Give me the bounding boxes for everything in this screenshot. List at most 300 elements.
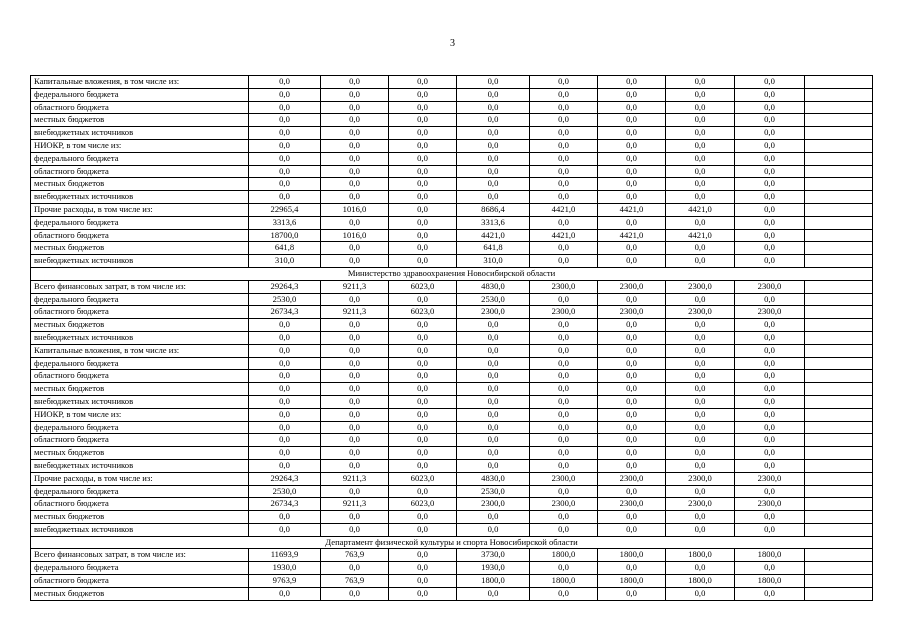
table-row (31, 331, 873, 344)
value-cell: 0,0 (389, 575, 457, 588)
value-cell: 0,0 (530, 331, 598, 344)
value-cell: 0,0 (249, 178, 321, 191)
value-cell: 0,0 (530, 165, 598, 178)
value-cell: 0,0 (389, 203, 457, 216)
value-cell: 0,0 (389, 127, 457, 140)
row-label: федерального бюджета (31, 293, 249, 306)
row-label: федерального бюджета (31, 88, 249, 101)
row-label: областного бюджета (31, 575, 249, 588)
value-cell: 0,0 (735, 255, 805, 268)
row-label: областного бюджета (31, 101, 249, 114)
value-cell: 0,0 (389, 447, 457, 460)
value-cell: 0,0 (530, 216, 598, 229)
value-cell: 0,0 (389, 216, 457, 229)
row-label: федерального бюджета (31, 357, 249, 370)
value-cell: 0,0 (598, 191, 666, 204)
value-cell: 0,0 (530, 152, 598, 165)
row-label: федерального бюджета (31, 421, 249, 434)
section-title: Министерство здравоохранения Новосибирской области (31, 267, 873, 280)
value-cell: 0,0 (457, 101, 530, 114)
empty-cell (805, 511, 873, 524)
row-label: Капитальные вложения, в том числе из: (31, 76, 249, 89)
value-cell: 0,0 (666, 485, 735, 498)
empty-cell (805, 229, 873, 242)
value-cell: 0,0 (321, 152, 389, 165)
row-label: Всего финансовых затрат, в том числе из: (31, 280, 249, 293)
value-cell: 0,0 (389, 101, 457, 114)
value-cell: 0,0 (389, 434, 457, 447)
value-cell: 0,0 (321, 178, 389, 191)
table-row (31, 306, 873, 319)
value-cell: 0,0 (321, 434, 389, 447)
value-cell: 0,0 (530, 191, 598, 204)
value-cell: 0,0 (530, 139, 598, 152)
value-cell: 0,0 (735, 511, 805, 524)
value-cell: 0,0 (735, 434, 805, 447)
value-cell: 0,0 (598, 242, 666, 255)
value-cell: 0,0 (598, 165, 666, 178)
value-cell: 0,0 (530, 395, 598, 408)
value-cell: 0,0 (321, 255, 389, 268)
value-cell: 0,0 (389, 549, 457, 562)
table-row (31, 370, 873, 383)
value-cell: 0,0 (666, 165, 735, 178)
table-row (31, 447, 873, 460)
row-label: областного бюджета (31, 306, 249, 319)
value-cell: 0,0 (530, 523, 598, 536)
value-cell: 2300,0 (666, 306, 735, 319)
table-row (31, 127, 873, 140)
value-cell: 763,9 (321, 549, 389, 562)
value-cell: 0,0 (598, 370, 666, 383)
value-cell: 0,0 (598, 344, 666, 357)
value-cell: 0,0 (666, 587, 735, 600)
value-cell: 0,0 (457, 511, 530, 524)
value-cell: 0,0 (598, 216, 666, 229)
empty-cell (805, 88, 873, 101)
value-cell: 4421,0 (530, 229, 598, 242)
empty-cell (805, 485, 873, 498)
value-cell: 0,0 (457, 152, 530, 165)
value-cell: 0,0 (389, 485, 457, 498)
value-cell: 0,0 (598, 459, 666, 472)
value-cell: 2300,0 (530, 498, 598, 511)
value-cell: 29264,3 (249, 472, 321, 485)
value-cell: 0,0 (666, 76, 735, 89)
value-cell: 0,0 (457, 178, 530, 191)
value-cell: 0,0 (249, 88, 321, 101)
row-label: областного бюджета (31, 229, 249, 242)
value-cell: 0,0 (389, 370, 457, 383)
value-cell: 0,0 (249, 434, 321, 447)
value-cell: 0,0 (666, 319, 735, 332)
value-cell: 0,0 (457, 395, 530, 408)
row-label: НИОКР, в том числе из: (31, 139, 249, 152)
row-label: внебюджетных источников (31, 459, 249, 472)
value-cell: 2300,0 (457, 306, 530, 319)
table-row (31, 434, 873, 447)
value-cell: 2300,0 (735, 498, 805, 511)
value-cell: 6023,0 (389, 472, 457, 485)
value-cell: 0,0 (666, 562, 735, 575)
row-label: внебюджетных источников (31, 255, 249, 268)
value-cell: 0,0 (249, 395, 321, 408)
empty-cell (805, 587, 873, 600)
value-cell: 0,0 (530, 485, 598, 498)
value-cell: 0,0 (530, 447, 598, 460)
row-label: областного бюджета (31, 165, 249, 178)
value-cell: 0,0 (321, 383, 389, 396)
row-label: местных бюджетов (31, 319, 249, 332)
empty-cell (805, 408, 873, 421)
table-row (31, 498, 873, 511)
value-cell: 2300,0 (530, 306, 598, 319)
row-label: местных бюджетов (31, 447, 249, 460)
value-cell: 18700,0 (249, 229, 321, 242)
row-label: НИОКР, в том числе из: (31, 408, 249, 421)
value-cell: 0,0 (249, 370, 321, 383)
value-cell: 0,0 (598, 562, 666, 575)
value-cell: 0,0 (457, 191, 530, 204)
value-cell: 0,0 (389, 242, 457, 255)
value-cell: 0,0 (735, 331, 805, 344)
value-cell: 29264,3 (249, 280, 321, 293)
table-row (31, 152, 873, 165)
value-cell: 0,0 (530, 459, 598, 472)
row-label: федерального бюджета (31, 485, 249, 498)
value-cell: 0,0 (249, 459, 321, 472)
empty-cell (805, 101, 873, 114)
value-cell: 0,0 (666, 357, 735, 370)
value-cell: 2300,0 (598, 306, 666, 319)
table-row (31, 459, 873, 472)
value-cell: 0,0 (598, 76, 666, 89)
value-cell: 0,0 (735, 370, 805, 383)
value-cell: 1800,0 (666, 549, 735, 562)
value-cell: 0,0 (457, 319, 530, 332)
value-cell: 0,0 (457, 165, 530, 178)
value-cell: 0,0 (598, 178, 666, 191)
row-label: Всего финансовых затрат, в том числе из: (31, 549, 249, 562)
value-cell: 0,0 (249, 344, 321, 357)
value-cell: 0,0 (530, 293, 598, 306)
value-cell: 0,0 (530, 76, 598, 89)
value-cell: 763,9 (321, 575, 389, 588)
empty-cell (805, 216, 873, 229)
value-cell: 1930,0 (249, 562, 321, 575)
value-cell: 0,0 (735, 562, 805, 575)
value-cell: 0,0 (735, 76, 805, 89)
row-label: федерального бюджета (31, 152, 249, 165)
empty-cell (805, 203, 873, 216)
table-row (31, 587, 873, 600)
value-cell: 0,0 (666, 408, 735, 421)
table-row (31, 101, 873, 114)
value-cell: 0,0 (666, 255, 735, 268)
value-cell: 0,0 (598, 511, 666, 524)
value-cell: 0,0 (389, 587, 457, 600)
row-label: федерального бюджета (31, 216, 249, 229)
value-cell: 2300,0 (735, 280, 805, 293)
empty-cell (805, 472, 873, 485)
value-cell: 0,0 (666, 152, 735, 165)
value-cell: 0,0 (389, 344, 457, 357)
value-cell: 0,0 (457, 331, 530, 344)
value-cell: 0,0 (598, 331, 666, 344)
value-cell: 0,0 (249, 447, 321, 460)
value-cell: 1800,0 (598, 549, 666, 562)
row-label: областного бюджета (31, 370, 249, 383)
value-cell: 0,0 (598, 523, 666, 536)
value-cell: 0,0 (457, 447, 530, 460)
value-cell: 0,0 (735, 139, 805, 152)
value-cell: 26734,3 (249, 498, 321, 511)
empty-cell (805, 178, 873, 191)
value-cell: 0,0 (666, 139, 735, 152)
empty-cell (805, 255, 873, 268)
value-cell: 0,0 (666, 383, 735, 396)
value-cell: 2300,0 (530, 472, 598, 485)
row-label: местных бюджетов (31, 587, 249, 600)
value-cell: 0,0 (735, 344, 805, 357)
row-label: местных бюджетов (31, 114, 249, 127)
value-cell: 0,0 (735, 383, 805, 396)
row-label: Капитальные вложения, в том числе из: (31, 344, 249, 357)
value-cell: 1800,0 (735, 575, 805, 588)
empty-cell (805, 139, 873, 152)
value-cell: 0,0 (735, 127, 805, 140)
table-row (31, 293, 873, 306)
value-cell: 0,0 (321, 242, 389, 255)
row-label: внебюджетных источников (31, 191, 249, 204)
value-cell: 0,0 (389, 562, 457, 575)
table-row (31, 562, 873, 575)
value-cell: 1016,0 (321, 229, 389, 242)
value-cell: 0,0 (389, 408, 457, 421)
value-cell: 2300,0 (598, 280, 666, 293)
value-cell: 0,0 (666, 293, 735, 306)
table-row (31, 523, 873, 536)
empty-cell (805, 447, 873, 460)
section-row (31, 267, 873, 280)
value-cell: 0,0 (530, 421, 598, 434)
value-cell: 0,0 (666, 191, 735, 204)
value-cell: 3313,6 (457, 216, 530, 229)
table-row (31, 88, 873, 101)
value-cell: 0,0 (457, 383, 530, 396)
value-cell: 0,0 (321, 408, 389, 421)
row-label: местных бюджетов (31, 511, 249, 524)
table-row (31, 344, 873, 357)
empty-cell (805, 242, 873, 255)
value-cell: 0,0 (598, 101, 666, 114)
table-row (31, 511, 873, 524)
value-cell: 0,0 (530, 344, 598, 357)
value-cell: 0,0 (735, 319, 805, 332)
value-cell: 0,0 (457, 587, 530, 600)
value-cell: 0,0 (457, 88, 530, 101)
value-cell: 4830,0 (457, 472, 530, 485)
value-cell: 0,0 (321, 421, 389, 434)
value-cell: 0,0 (598, 395, 666, 408)
value-cell: 0,0 (530, 242, 598, 255)
table-row (31, 549, 873, 562)
value-cell: 0,0 (530, 408, 598, 421)
value-cell: 0,0 (321, 562, 389, 575)
value-cell: 4421,0 (666, 229, 735, 242)
value-cell: 0,0 (598, 139, 666, 152)
value-cell: 0,0 (249, 139, 321, 152)
value-cell: 0,0 (735, 459, 805, 472)
value-cell: 0,0 (530, 114, 598, 127)
value-cell: 310,0 (457, 255, 530, 268)
value-cell: 0,0 (666, 447, 735, 460)
value-cell: 0,0 (530, 587, 598, 600)
value-cell: 6023,0 (389, 280, 457, 293)
value-cell: 0,0 (666, 421, 735, 434)
value-cell: 0,0 (666, 395, 735, 408)
value-cell: 0,0 (249, 587, 321, 600)
table-row (31, 216, 873, 229)
row-label: местных бюджетов (31, 383, 249, 396)
value-cell: 0,0 (735, 523, 805, 536)
value-cell: 0,0 (530, 370, 598, 383)
value-cell: 0,0 (598, 587, 666, 600)
value-cell: 0,0 (666, 344, 735, 357)
table-row (31, 395, 873, 408)
value-cell: 0,0 (735, 229, 805, 242)
empty-cell (805, 370, 873, 383)
value-cell: 0,0 (457, 523, 530, 536)
value-cell: 0,0 (321, 293, 389, 306)
value-cell: 0,0 (321, 101, 389, 114)
budget-table (30, 75, 873, 601)
value-cell: 9211,3 (321, 306, 389, 319)
empty-cell (805, 319, 873, 332)
empty-cell (805, 306, 873, 319)
value-cell: 2300,0 (666, 472, 735, 485)
empty-cell (805, 76, 873, 89)
table-row (31, 280, 873, 293)
empty-cell (805, 498, 873, 511)
value-cell: 1930,0 (457, 562, 530, 575)
value-cell: 0,0 (735, 114, 805, 127)
value-cell: 0,0 (598, 293, 666, 306)
value-cell: 26734,3 (249, 306, 321, 319)
value-cell: 0,0 (249, 383, 321, 396)
value-cell: 0,0 (249, 152, 321, 165)
value-cell: 0,0 (530, 562, 598, 575)
empty-cell (805, 152, 873, 165)
value-cell: 2530,0 (457, 293, 530, 306)
empty-cell (805, 575, 873, 588)
value-cell: 0,0 (457, 370, 530, 383)
empty-cell (805, 357, 873, 370)
value-cell: 0,0 (598, 485, 666, 498)
value-cell: 0,0 (321, 511, 389, 524)
value-cell: 0,0 (666, 88, 735, 101)
value-cell: 0,0 (389, 139, 457, 152)
value-cell: 2300,0 (735, 306, 805, 319)
value-cell: 0,0 (457, 459, 530, 472)
value-cell: 0,0 (598, 319, 666, 332)
value-cell: 0,0 (598, 255, 666, 268)
value-cell: 0,0 (457, 421, 530, 434)
value-cell: 0,0 (321, 114, 389, 127)
value-cell: 0,0 (666, 127, 735, 140)
value-cell: 0,0 (735, 357, 805, 370)
value-cell: 0,0 (666, 114, 735, 127)
value-cell: 0,0 (321, 459, 389, 472)
table-row (31, 242, 873, 255)
value-cell: 0,0 (735, 165, 805, 178)
value-cell: 0,0 (389, 395, 457, 408)
value-cell: 2530,0 (249, 485, 321, 498)
value-cell: 0,0 (321, 319, 389, 332)
value-cell: 0,0 (321, 447, 389, 460)
row-label: местных бюджетов (31, 178, 249, 191)
value-cell: 0,0 (249, 165, 321, 178)
row-label: федерального бюджета (31, 562, 249, 575)
table-row (31, 255, 873, 268)
table-row (31, 76, 873, 89)
value-cell: 0,0 (735, 101, 805, 114)
value-cell: 0,0 (389, 293, 457, 306)
value-cell: 0,0 (389, 357, 457, 370)
value-cell: 0,0 (321, 485, 389, 498)
value-cell: 0,0 (598, 421, 666, 434)
empty-cell (805, 523, 873, 536)
empty-cell (805, 383, 873, 396)
value-cell: 22965,4 (249, 203, 321, 216)
value-cell: 0,0 (666, 101, 735, 114)
value-cell: 0,0 (321, 139, 389, 152)
row-label: местных бюджетов (31, 242, 249, 255)
value-cell: 0,0 (389, 383, 457, 396)
value-cell: 0,0 (321, 331, 389, 344)
page-number: 3 (450, 38, 455, 49)
value-cell: 0,0 (735, 485, 805, 498)
value-cell: 4421,0 (598, 229, 666, 242)
table-row (31, 191, 873, 204)
value-cell: 0,0 (735, 242, 805, 255)
value-cell: 0,0 (321, 127, 389, 140)
value-cell: 2300,0 (735, 472, 805, 485)
value-cell: 0,0 (249, 319, 321, 332)
value-cell: 0,0 (389, 421, 457, 434)
value-cell: 9211,3 (321, 498, 389, 511)
value-cell: 0,0 (389, 76, 457, 89)
value-cell: 2300,0 (530, 280, 598, 293)
table-row (31, 319, 873, 332)
row-label: внебюджетных источников (31, 127, 249, 140)
table-row (31, 229, 873, 242)
value-cell: 0,0 (457, 344, 530, 357)
value-cell: 0,0 (666, 242, 735, 255)
section-row (31, 536, 873, 549)
value-cell: 6023,0 (389, 498, 457, 511)
value-cell: 0,0 (457, 114, 530, 127)
value-cell: 0,0 (249, 76, 321, 89)
value-cell: 0,0 (321, 76, 389, 89)
table-row (31, 165, 873, 178)
row-label: областного бюджета (31, 498, 249, 511)
value-cell: 0,0 (598, 114, 666, 127)
value-cell: 0,0 (389, 331, 457, 344)
value-cell: 310,0 (249, 255, 321, 268)
table-row (31, 485, 873, 498)
empty-cell (805, 280, 873, 293)
